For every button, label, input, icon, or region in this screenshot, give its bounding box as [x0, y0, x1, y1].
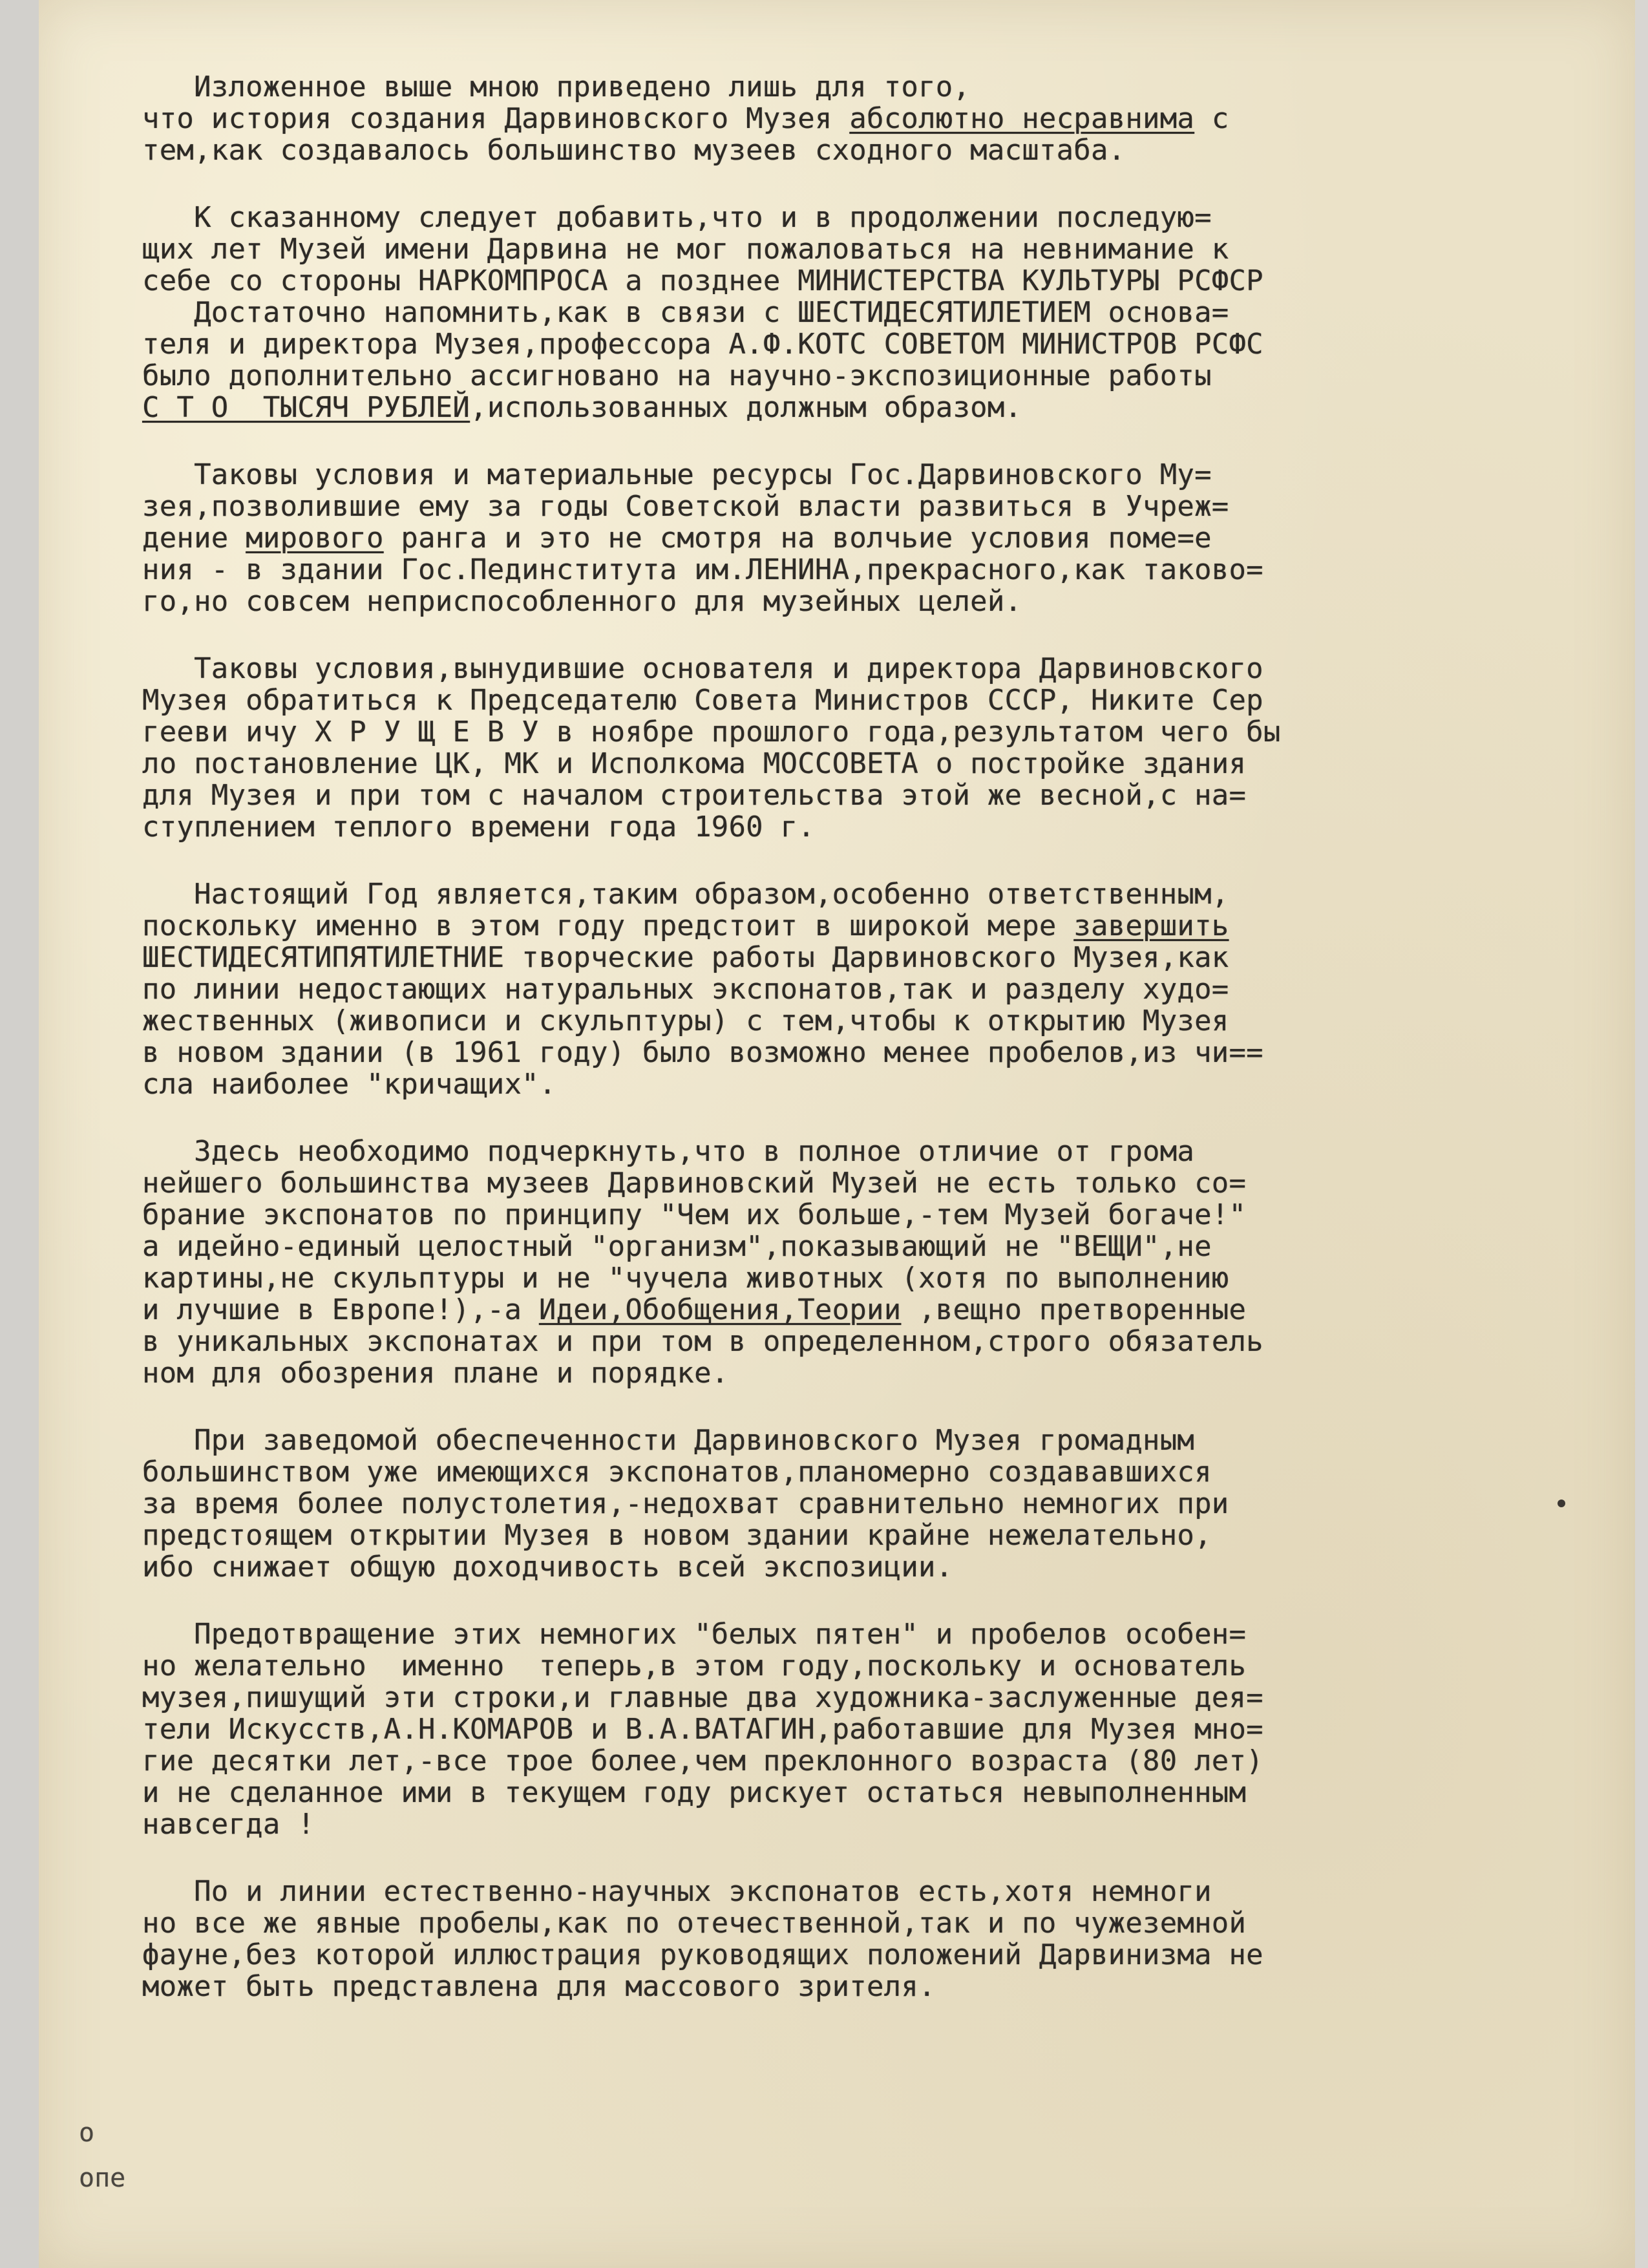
text-line: сла наиболее "кричащих".	[142, 1068, 556, 1101]
underlined-phrase: абсолютно несравнима	[849, 102, 1195, 135]
text-line: Предотвращение этих немногих "белых пятен" и пробелов особен=	[142, 1618, 1247, 1651]
text-line: но все же явные пробелы,как по отечественной,так и по чужеземной	[142, 1907, 1247, 1940]
margin-note-line: опе	[79, 2163, 126, 2193]
text-line: Настоящий Год является,таким образом,особенно ответственным,	[142, 878, 1229, 911]
underlined-phrase: мирового	[246, 522, 384, 555]
text-line: гие десятки лет,-все трое более,чем преклонного возраста (80 лет)	[142, 1744, 1263, 1777]
text-line: и не сделанное ими в текущем году рискует остаться невыполненным	[142, 1776, 1247, 1809]
text-line: а идейно-единый целостный "организм",показывающий не "ВЕЩИ",не	[142, 1230, 1212, 1263]
text-line: и лучшие в Европе!),-а Идеи,Обобщения,Теории ,вещно претворенные	[142, 1293, 1247, 1326]
paragraph-gap	[142, 166, 1583, 202]
text-line: в уникальных экспонатах и при том в определенном,строго обязатель	[142, 1325, 1263, 1358]
text-line: что история создания Дарвиновского Музея абсолютно несравнима с	[142, 102, 1229, 135]
text-line: себе со стороны НАРКОМПРОСА а позднее МИНИСТЕРСТВА КУЛЬТУРЫ РСФСР	[142, 264, 1263, 297]
text-line: Таковы условия,вынудившие основателя и директора Дарвиновского	[142, 652, 1263, 685]
text-line: Здесь необходимо подчеркнуть,что в полное отличие от грома	[142, 1135, 1195, 1168]
paragraph-gap	[142, 843, 1583, 878]
text-line: большинством уже имеющихся экспонатов,планомерно создававшихся	[142, 1456, 1212, 1489]
text-line: ния - в здании Гос.Пединститута им.ЛЕНИНА,прекрасного,как таково=	[142, 553, 1263, 586]
text-line: По и линии естественно-научных экспонатов есть,хотя немноги	[142, 1875, 1212, 1908]
text-line: для Музея и при том с началом строительства этой же весной,с на=	[142, 779, 1247, 812]
paragraph	[142, 653, 1583, 843]
paragraph	[142, 202, 1583, 423]
text-line: тели Искусств,А.Н.КОМАРОВ и В.А.ВАТАГИН,работавшие для Музея мно=	[142, 1713, 1263, 1746]
text-line: теля и директора Музея,профессора А.Ф.КОТС СОВЕТОМ МИНИСТРОВ РСФС	[142, 328, 1263, 361]
typescript-body	[142, 71, 1583, 2002]
paragraph	[142, 878, 1583, 1100]
text-line: по линии недостающих натуральных экспонатов,так и разделу худо=	[142, 973, 1229, 1006]
text-line: гееви ичу Х Р У Щ Е В У в ноябре прошлого года,результатом чего бы	[142, 715, 1281, 748]
text-line: за время более полустолетия,-недохват сравнительно немногих при	[142, 1487, 1229, 1520]
paragraph-gap	[142, 617, 1583, 653]
paragraph-gap	[142, 1100, 1583, 1136]
paragraph	[142, 1136, 1583, 1389]
underlined-phrase: Идеи,Обобщения,Теории	[538, 1293, 902, 1326]
text-line: навсегда !	[142, 1808, 315, 1841]
page-left-edge	[0, 0, 40, 2268]
text-line: фауне,без которой иллюстрация руководящих положений Дарвинизма не	[142, 1938, 1263, 1971]
paragraph-gap	[142, 1840, 1583, 1876]
text-line: Достаточно напомнить,как в связи с ШЕСТИДЕСЯТИЛЕТИЕМ основа=	[142, 296, 1229, 329]
text-line: ибо снижает общую доходчивость всей экспозиции.	[142, 1551, 953, 1584]
margin-note	[79, 2110, 125, 2201]
paragraph-gap	[142, 1583, 1583, 1618]
text-line: ло постановление ЦК, МК и Исполкома МОССОВЕТА о постройке здания	[142, 747, 1247, 780]
text-line: в новом здании (в 1961 году) было возможно менее пробелов,из чи==	[142, 1036, 1263, 1069]
text-line: зея,позволившие ему за годы Советской власти развиться в Учреж=	[142, 490, 1229, 523]
text-line: тем,как создавалось большинство музеев сходного масштаба.	[142, 134, 1126, 167]
text-line: но желательно именно теперь,в этом году,поскольку и основатель	[142, 1649, 1247, 1682]
text-line: музея,пишущий эти строки,и главные два художника-заслуженные дея=	[142, 1681, 1263, 1714]
paragraph	[142, 459, 1583, 617]
text-line: Изложенное выше мною приведено лишь для того,	[142, 70, 971, 103]
text-line: поскольку именно в этом году предстоит в широкой мере завершить	[142, 909, 1229, 942]
paragraph-gap	[142, 423, 1583, 459]
page-right-edge	[1635, 0, 1648, 2268]
text-line: жественных (живописи и скульптуры) с тем,чтобы к открытию Музея	[142, 1004, 1229, 1037]
paragraph	[142, 1876, 1583, 2002]
text-line: брание экспонатов по принципу "Чем их больше,-тем Музей богаче!"	[142, 1198, 1247, 1231]
paragraph	[142, 71, 1583, 166]
text-line: Таковы условия и материальные ресурсы Гос.Дарвиновского Му=	[142, 458, 1212, 491]
paragraph	[142, 1425, 1583, 1583]
text-line: картины,не скульптуры и не "чучела животных (хотя по выполнению	[142, 1262, 1229, 1295]
text-line: ШЕСТИДЕСЯТИПЯТИЛЕТНИЕ творческие работы Дарвиновского Музея,как	[142, 941, 1229, 974]
text-line: предстоящем открытии Музея в новом здании крайне нежелательно,	[142, 1519, 1212, 1552]
paragraph-gap	[142, 1389, 1583, 1425]
text-line: К сказанному следует добавить,что и в продолжении последую=	[142, 201, 1212, 234]
text-line: щих лет Музей имени Дарвина не мог пожаловаться на невнимание к	[142, 233, 1229, 266]
underlined-phrase: С Т О ТЫСЯЧ РУБЛЕЙ	[142, 391, 470, 424]
paragraph	[142, 1618, 1583, 1840]
text-line: При заведомой обеспеченности Дарвиновского Музея громадным	[142, 1424, 1195, 1457]
margin-note-line: о	[79, 2118, 95, 2148]
text-line: С Т О ТЫСЯЧ РУБЛЕЙ,использованных должным образом.	[142, 391, 1022, 424]
typewritten-page	[39, 0, 1635, 2268]
text-line: было дополнительно ассигновано на научно-экспозиционные работы	[142, 359, 1212, 392]
text-line: нейшего большинства музеев Дарвиновский Музей не есть только со=	[142, 1167, 1247, 1200]
text-line: ступлением теплого времени года 1960 г.	[142, 811, 815, 843]
text-line: может быть представлена для массового зрителя.	[142, 1970, 936, 2003]
underlined-phrase: завершить	[1073, 909, 1229, 942]
text-line: дение мирового ранга и это не смотря на волчьие условия поме=е	[142, 522, 1212, 555]
ink-dot	[1558, 1500, 1565, 1507]
text-line: го,но совсем неприспособленного для музейных целей.	[142, 585, 1022, 618]
text-line: ном для обозрения плане и порядке.	[142, 1357, 729, 1390]
text-line: Музея обратиться к Председателю Совета Министров СССР, Никите Сер	[142, 684, 1263, 717]
